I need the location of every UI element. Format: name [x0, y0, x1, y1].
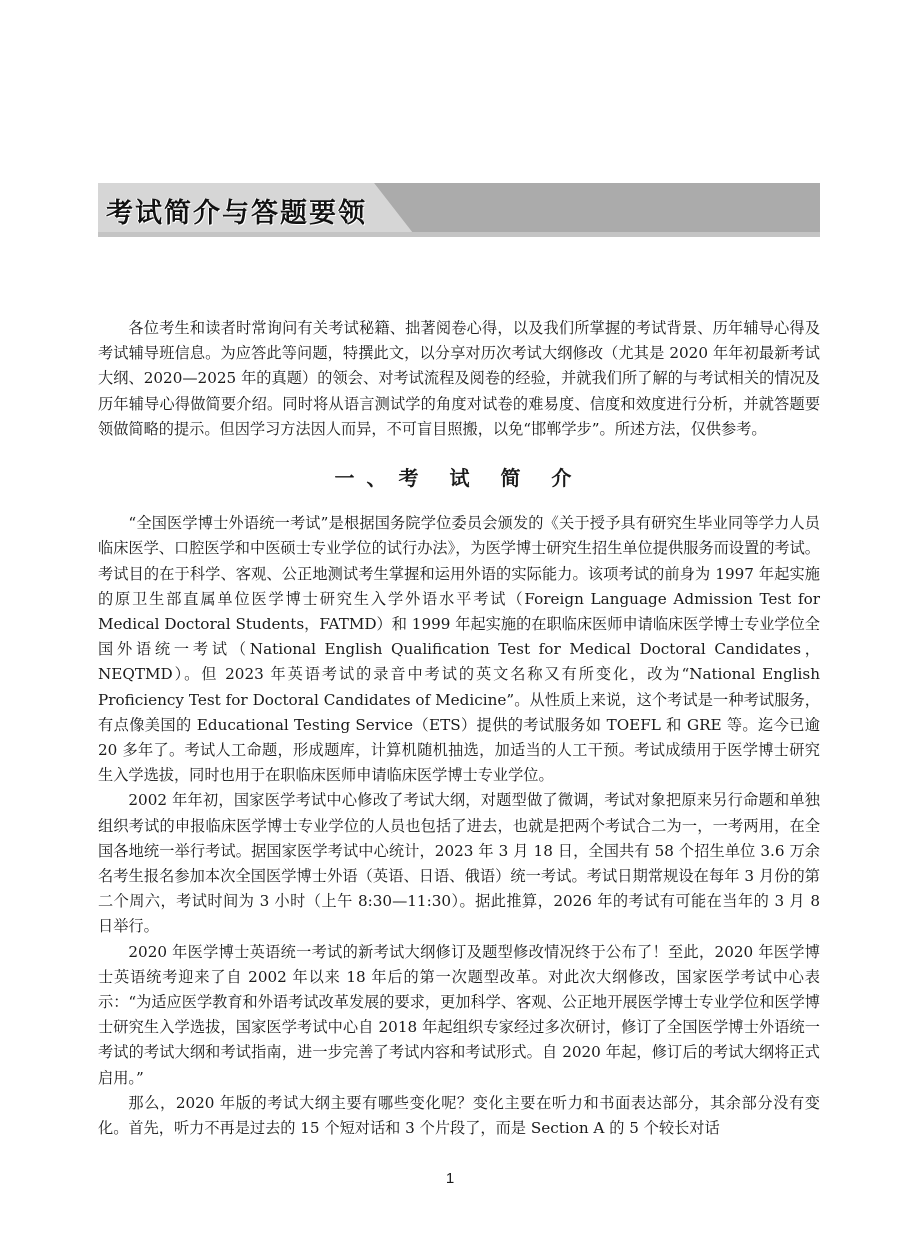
body-paragraph: 2002 年年初，国家医学考试中心修改了考试大纲，对题型做了微调，考试对象把原来另行命题和单独组织考试的申报临床医学博士专业学位的人员也包括了进去，也就是把两个考试合二为一，一考两用，在全国各地统一举行考试。据国家医学考试中心统计，2023 年 3 月 18 日，全国共有 58 个招生单位 3.6 万余名考生报名参加本次全国医学博士外语（英语、日语、俄语）统一考试。考试日期常规设在每年 3 月份的第二个周六，考试时间为 3 小时（上午 8:30—11:30）。据此推算，2026 年的考试有可能在当年的 3 月 8 日举行。 [98, 791, 820, 936]
body-paragraph: “全国医学博士外语统一考试”是根据国务院学位委员会颁发的《关于授予具有研究生毕业同等学力人员临床医学、口腔医学和中医硕士专业学位的试行办法》，为医学博士研究生招生单位提供服务而设置的考试。考试目的在于科学、客观、公正地测试考生掌握和运用外语的实际能力。该项考试的前身为 1997 年起实施的原卫生部直属单位医学博士研究生入学外语水平考试（Foreign Language Admission Test for Medical Doctoral Students，FATMD）和 1999 年起实施的在职临床医师申请临床医学博士专业学位全国外语统一考试（National English Qualification Test for Medical Doctoral Candidates，NEQTMD）。但 2023 年英语考试的录音中考试的英文名称又有所变化，改为“National English Proficiency Test for Doctoral Candidates of Medicine”。从性质上来说，这个考试是一种考试服务，有点像美国的 Educational Testing Service（ETS）提供的考试服务如 TOEFL 和 GRE 等。迄今已逾 20 多年了。考试人工命题，形成题库，计算机随机抽选，加适当的人工干预。考试成绩用于医学博士研究生入学选拔，同时也用于在职临床医师申请临床医学博士专业学位。 [98, 514, 820, 785]
section-heading: 一、考 试 简 介 [334, 466, 584, 491]
intro-paragraph: 各位考生和读者时常询问有关考试秘籍、拙著阅卷心得，以及我们所掌握的考试背景、历年辅导心得及考试辅导班信息。为应答此等问题，特撰此文，以分享对历次考试大纲修改（尤其是 2020 年年初最新考试大纲、2020—2025 年的真题）的领会、对考试流程及阅卷的经验，并就我们所了解的与考试相关的情况及历年辅导心得做简要介绍。同时将从语言测试学的角度对试卷的难易度、信度和效度进行分析，并就答题要领做简略的提示。但因学习方法因人而异，不可盲目照搬，以免“邯郸学步”。所述方法，仅供参考。 [98, 319, 820, 438]
page-number: 1 [445, 1170, 455, 1187]
document-body [98, 316, 820, 1141]
page-title: 考试简介与答题要领 [106, 198, 367, 229]
body-paragraph: 那么，2020 年版的考试大纲主要有哪些变化呢？变化主要在听力和书面表达部分，其余部分没有变化。首先，听力不再是过去的 15 个短对话和 3 个片段了，而是 Section A 的 5 个较长对话 [98, 1093, 820, 1138]
body-paragraph: 2020 年医学博士英语统一考试的新考试大纲修订及题型修改情况终于公布了！至此，2020 年医学博士英语统考迎来了自 2002 年以来 18 年后的第一次题型改革。对此次大纲修改，国家医学考试中心表示：“为适应医学教育和外语考试改革发展的要求，更加科学、客观、公正地开展医学博士专业学位和医学博士研究生入学选拔，国家医学考试中心自 2018 年起组织专家经过多次研讨，修订了全国医学博士外语统一考试的考试大纲和考试指南，进一步完善了考试内容和考试形式。自 2020 年起，修订后的考试大纲将正式启用。” [98, 942, 820, 1087]
section-banner [98, 183, 820, 237]
